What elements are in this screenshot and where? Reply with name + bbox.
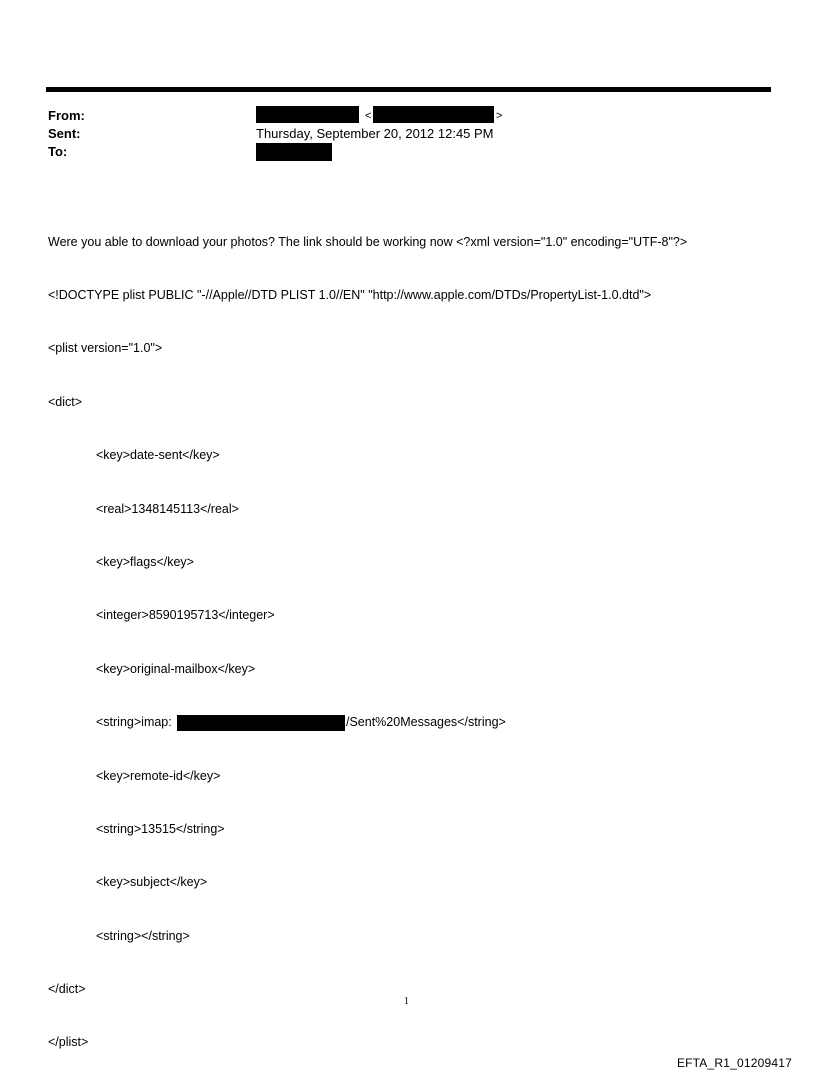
body-line: <key>original-mailbox</key> <box>96 661 256 676</box>
mailbox-suffix: /Sent%20Messages</string> <box>346 715 506 730</box>
body-line: <key>flags</key> <box>96 554 194 569</box>
from-open-bracket: < <box>365 110 372 122</box>
page-number: 1 <box>404 996 409 1007</box>
to-redaction <box>256 143 332 161</box>
to-label: To: <box>48 144 68 159</box>
body-line: <dict> <box>48 394 83 409</box>
from-name-redaction <box>256 106 359 123</box>
body-line: <!DOCTYPE plist PUBLIC "-//Apple//DTD PLIST 1.0//EN" "http://www.apple.com/DTDs/PropertyList-1.0.dtd"> <box>48 287 652 302</box>
mailbox-prefix: <string>imap: <box>96 715 172 730</box>
from-email-redaction <box>373 106 494 123</box>
body-line: <key>subject</key> <box>96 875 208 890</box>
body-line: Were you able to download your photos? The link should be working now <?xml version="1.0" encoding="UTF-8"?> <box>48 234 688 249</box>
header-rule <box>46 87 771 92</box>
body-line: </dict> <box>48 982 86 997</box>
document-id: EFTA_R1_01209417 <box>676 1056 792 1070</box>
body-line: <string></string> <box>96 928 190 943</box>
from-close-bracket: > <box>496 110 503 122</box>
body-line: </plist> <box>48 1035 89 1050</box>
sent-value: Thursday, September 20, 2012 12:45 PM <box>256 126 494 141</box>
from-label: From: <box>48 108 85 123</box>
email-body <box>48 198 687 1070</box>
body-line: <key>remote-id</key> <box>96 768 221 783</box>
body-line: <string>13515</string> <box>96 821 225 836</box>
body-line: <real>1348145113</real> <box>96 501 239 516</box>
body-line: <plist version="1.0"> <box>48 341 163 356</box>
sent-label: Sent: <box>48 126 81 141</box>
body-line: <key>date-sent</key> <box>96 448 220 463</box>
body-line: <integer>8590195713</integer> <box>96 608 275 623</box>
body-line-mailbox <box>48 714 687 732</box>
mailbox-redaction <box>177 715 345 731</box>
